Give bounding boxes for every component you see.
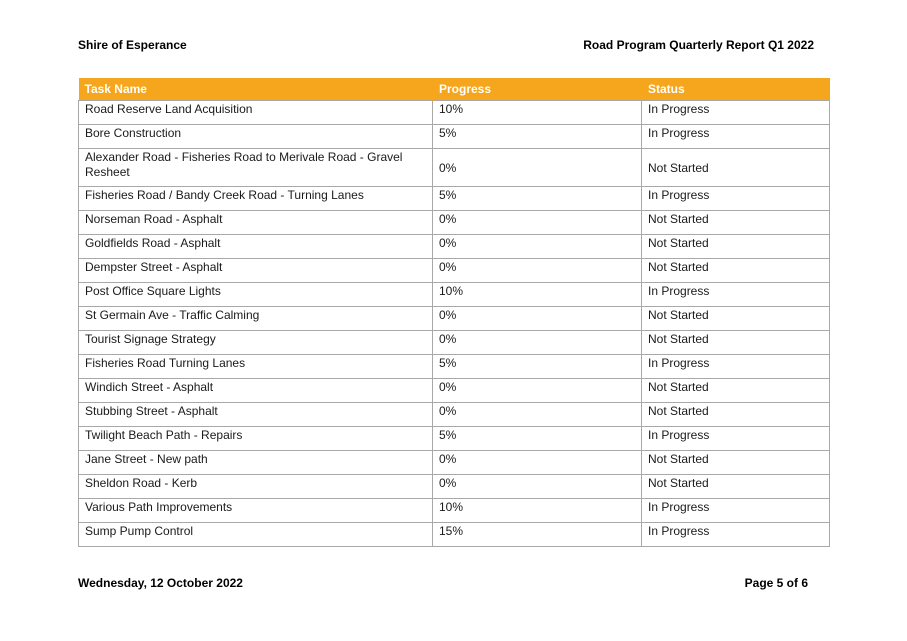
status-cell: Not Started (642, 307, 830, 331)
table-row (79, 523, 830, 547)
table-row (79, 379, 830, 403)
task-name-cell: Alexander Road - Fisheries Road to Merivale Road - Gravel Resheet (79, 149, 433, 187)
table-row (79, 307, 830, 331)
task-name-cell: Sump Pump Control (79, 523, 433, 547)
progress-cell: 10% (433, 101, 642, 125)
progress-cell: 0% (433, 331, 642, 355)
organisation-name: Shire of Esperance (78, 38, 187, 52)
task-name-cell: Goldfields Road - Asphalt (79, 235, 433, 259)
task-name-cell: Fisheries Road Turning Lanes (79, 355, 433, 379)
table-row (79, 499, 830, 523)
status-cell: Not Started (642, 331, 830, 355)
report-title: Road Program Quarterly Report Q1 2022 (583, 38, 814, 52)
status-cell: In Progress (642, 283, 830, 307)
table-row (79, 475, 830, 499)
status-cell: In Progress (642, 355, 830, 379)
table-row (79, 331, 830, 355)
progress-cell: 0% (433, 475, 642, 499)
table-row (79, 101, 830, 125)
progress-cell: 15% (433, 523, 642, 547)
status-cell: Not Started (642, 451, 830, 475)
table-row (79, 187, 830, 211)
task-table-container (78, 78, 829, 547)
progress-cell: 5% (433, 355, 642, 379)
column-header-task-name: Task Name (79, 78, 433, 101)
task-name-cell: Tourist Signage Strategy (79, 331, 433, 355)
progress-cell: 5% (433, 427, 642, 451)
table-row (79, 355, 830, 379)
page-number: Page 5 of 6 (744, 576, 808, 590)
progress-cell: 5% (433, 187, 642, 211)
progress-cell: 0% (433, 259, 642, 283)
status-cell: In Progress (642, 499, 830, 523)
status-cell: Not Started (642, 211, 830, 235)
progress-cell: 0% (433, 149, 642, 187)
progress-cell: 10% (433, 499, 642, 523)
progress-cell: 0% (433, 403, 642, 427)
status-cell: In Progress (642, 125, 830, 149)
table-row (79, 403, 830, 427)
task-name-cell: Twilight Beach Path - Repairs (79, 427, 433, 451)
task-name-cell: Bore Construction (79, 125, 433, 149)
task-name-cell: St Germain Ave - Traffic Calming (79, 307, 433, 331)
status-cell: In Progress (642, 101, 830, 125)
progress-cell: 0% (433, 235, 642, 259)
progress-cell: 0% (433, 307, 642, 331)
task-name-cell: Norseman Road - Asphalt (79, 211, 433, 235)
progress-cell: 5% (433, 125, 642, 149)
progress-cell: 10% (433, 283, 642, 307)
status-cell: Not Started (642, 475, 830, 499)
progress-cell: 0% (433, 211, 642, 235)
task-name-cell: Stubbing Street - Asphalt (79, 403, 433, 427)
task-name-cell: Various Path Improvements (79, 499, 433, 523)
task-name-cell: Post Office Square Lights (79, 283, 433, 307)
footer-date: Wednesday, 12 October 2022 (78, 576, 243, 590)
task-name-cell: Jane Street - New path (79, 451, 433, 475)
table-row (79, 451, 830, 475)
status-cell: Not Started (642, 403, 830, 427)
task-name-cell: Road Reserve Land Acquisition (79, 101, 433, 125)
table-row (79, 259, 830, 283)
table-row (79, 427, 830, 451)
task-name-cell: Windich Street - Asphalt (79, 379, 433, 403)
progress-cell: 0% (433, 379, 642, 403)
status-cell: Not Started (642, 149, 830, 187)
status-cell: In Progress (642, 427, 830, 451)
table-row (79, 149, 830, 187)
task-name-cell: Sheldon Road - Kerb (79, 475, 433, 499)
status-cell: In Progress (642, 187, 830, 211)
status-cell: Not Started (642, 259, 830, 283)
table-row (79, 283, 830, 307)
column-header-progress: Progress (433, 78, 642, 101)
status-cell: Not Started (642, 379, 830, 403)
task-table-body (79, 101, 830, 547)
status-cell: In Progress (642, 523, 830, 547)
column-header-status: Status (642, 78, 830, 101)
table-row (79, 211, 830, 235)
progress-cell: 0% (433, 451, 642, 475)
table-header-row (79, 78, 830, 101)
task-name-cell: Fisheries Road / Bandy Creek Road - Turning Lanes (79, 187, 433, 211)
status-cell: Not Started (642, 235, 830, 259)
task-name-cell: Dempster Street - Asphalt (79, 259, 433, 283)
table-row (79, 125, 830, 149)
table-row (79, 235, 830, 259)
task-table (78, 78, 830, 547)
